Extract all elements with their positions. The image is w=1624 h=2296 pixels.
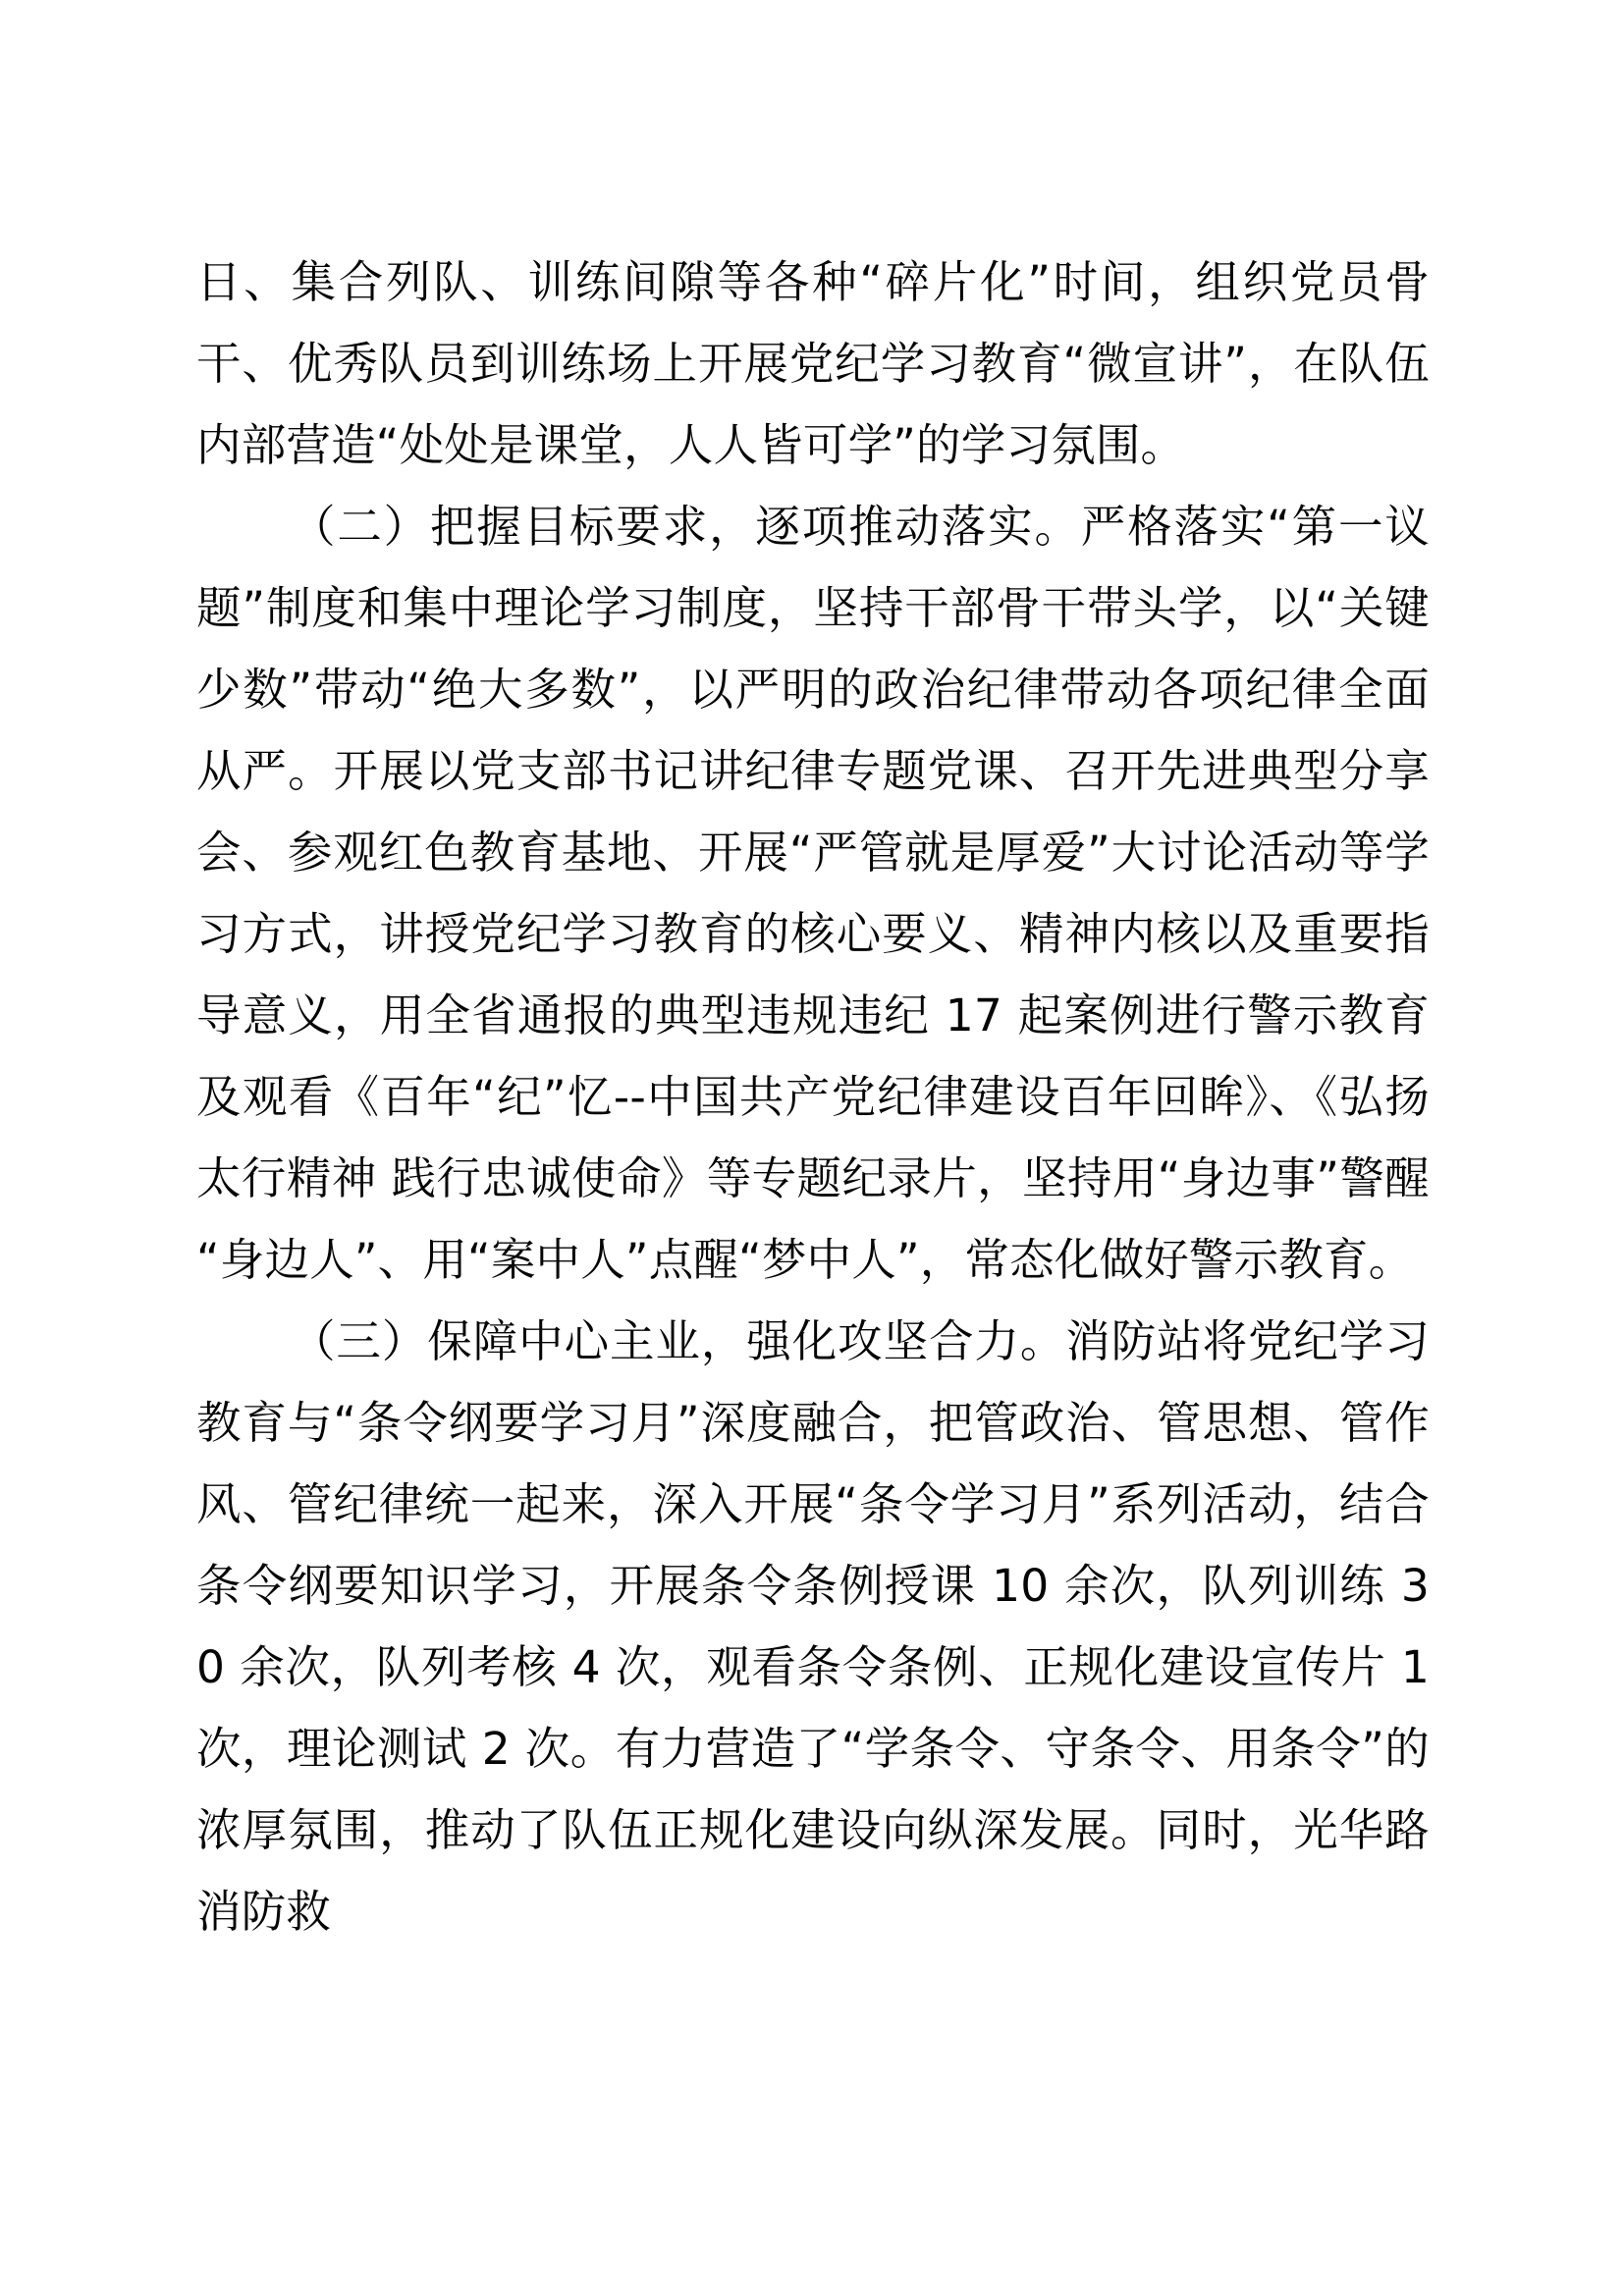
paragraph-continuation: 日、集合列队、训练间隙等各种“碎片化”时间，组织党员骨干、优秀队员到训练场上开展党纪学习教育“微宣讲”，在队伍内部营造“处处是课堂，人人皆可学”的学习氛围。 (196, 256, 1430, 471)
document-body (196, 241, 1430, 1952)
paragraph-section-three: （三）保障中心主业，强化攻坚合力。消防站将党纪学习教育与“条令纲要学习月”深度融合，把管政治、管思想、管作风、管纪律统一起来，深入开展“条令学习月”系列活动，结合条令纲要知识学习，开展条令条例授课 10 余次，队列训练 30 余次，队列考核 4 次，观看条令条例、正规化建设宣传片 1 次，理论测试 2 次。有力营造了“学条令、守条令、用条令”的浓厚氛围，推动了队伍正规化建设向纵深发展。同时，光华路消防救 (196, 1315, 1430, 1938)
paragraph-section-two: （二）把握目标要求，逐项推动落实。严格落实“第一议题”制度和集中理论学习制度，坚持干部骨干带头学，以“关键少数”带动“绝大多数”，以严明的政治纪律带动各项纪律全面从严。开展以党支部书记讲纪律专题党课、召开先进典型分享会、参观红色教育基地、开展“严管就是厚爱”大讨论活动等学习方式，讲授党纪学习教育的核心要义、精神内核以及重要指导意义，用全省通报的典型违规违纪 17 起案例进行警示教育及观看《百年“纪”忆--中国共产党纪律建设百年回眸》、《弘扬太行精神 践行忠诚使命》等专题纪录片，坚持用“身边事”警醒“身边人”、用“案中人”点醒“梦中人”，常态化做好警示教育。 (196, 501, 1430, 1286)
